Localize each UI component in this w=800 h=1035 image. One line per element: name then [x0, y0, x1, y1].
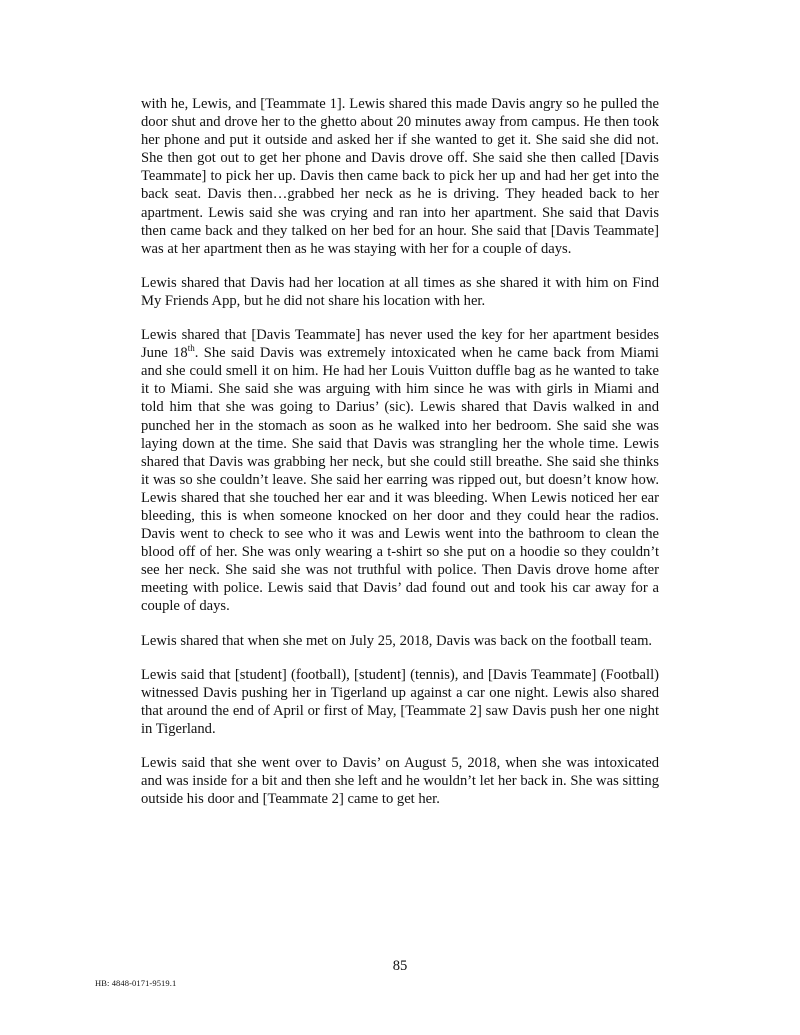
paragraph-text: Lewis shared that [Davis Teammate] has never used the key for her apartment besides June 18 [141, 327, 659, 362]
page-number: 85 [392, 958, 408, 974]
paragraph: with he, Lewis, and [Teammate 1]. Lewis shared this made Davis angry so he pulled the door shut and drove her to the ghetto about 20 minutes away from campus. He then took her phone and put it outside and asked her if she wanted to get it. She said she did not. She then got out to get her phone and Davis drove off. She said she then called [Davis Teammate] to pick her up. Davis then came back to pick her up and had her get into the back seat. Davis then…grabbed her neck as he is driving. They headed back to her apartment. Lewis said she was crying and ran into her apartment. She said that Davis then came back and they talked on her bed for an hour. She said that [Davis Teammate] was at her apartment then as he was staying with her for a couple of days. [141, 96, 659, 257]
paragraph: Lewis shared that Davis had her location at all times as she shared it with him on Find My Friends App, but he did not share his location with her. [141, 274, 659, 309]
document-id: HB: 4848-0171-9519.1 [95, 978, 177, 988]
paragraph-text: . She said Davis was extremely intoxicated when he came back from Miami and she could smell it on him. He had her Louis Vuitton duffle bag as he wanted to take it to Miami. She said she was arguing with him since he was with girls in Miami and told him that she was going to Darius’ (sic). Lewis shared that Davis walked in and punched her in the stomach as soon as he walked into her bedroom. She said she was laying down at the time. She said that Davis was strangling her the whole time. Lewis shared that Davis was grabbing her neck, but she could still breathe. She said she thinks it was so she couldn’t leave. She said her earring was ripped out, but doesn’t know how. Lewis shared that she touched her ear and it was bleeding. When Lewis noticed her ear bleeding, this is when someone knocked on her door and they could hear the radios. Davis went to check to see who it was and Lewis went into the bathroom to clean the blood off of her. She was only wearing a t-shirt so she put on a hoodie so they couldn’t see her neck. She said she was not truthful with police. Then Davis drove home after meeting with police. Lewis said that Davis’ dad found out and took his car away for a couple of days. [141, 345, 659, 615]
paragraph: Lewis said that she went over to Davis’ on August 5, 2018, when she was intoxicated and was inside for a bit and then she left and he wouldn’t let her back in. She was sitting outside his door and [Teammate 2] came to get her. [141, 755, 659, 808]
body-text [141, 95, 659, 824]
paragraph: Lewis said that [student] (football), [student] (tennis), and [Davis Teammate] (Football) witnessed Davis pushing her in Tigerland up against a car one night. Lewis also shared that around the end of April or first of May, [Teammate 2] saw Davis push her one night in Tigerland. [141, 666, 659, 737]
superscript: th [187, 343, 195, 354]
paragraph [141, 326, 659, 616]
paragraph: Lewis shared that when she met on July 25, 2018, Davis was back on the football team. [141, 632, 653, 649]
